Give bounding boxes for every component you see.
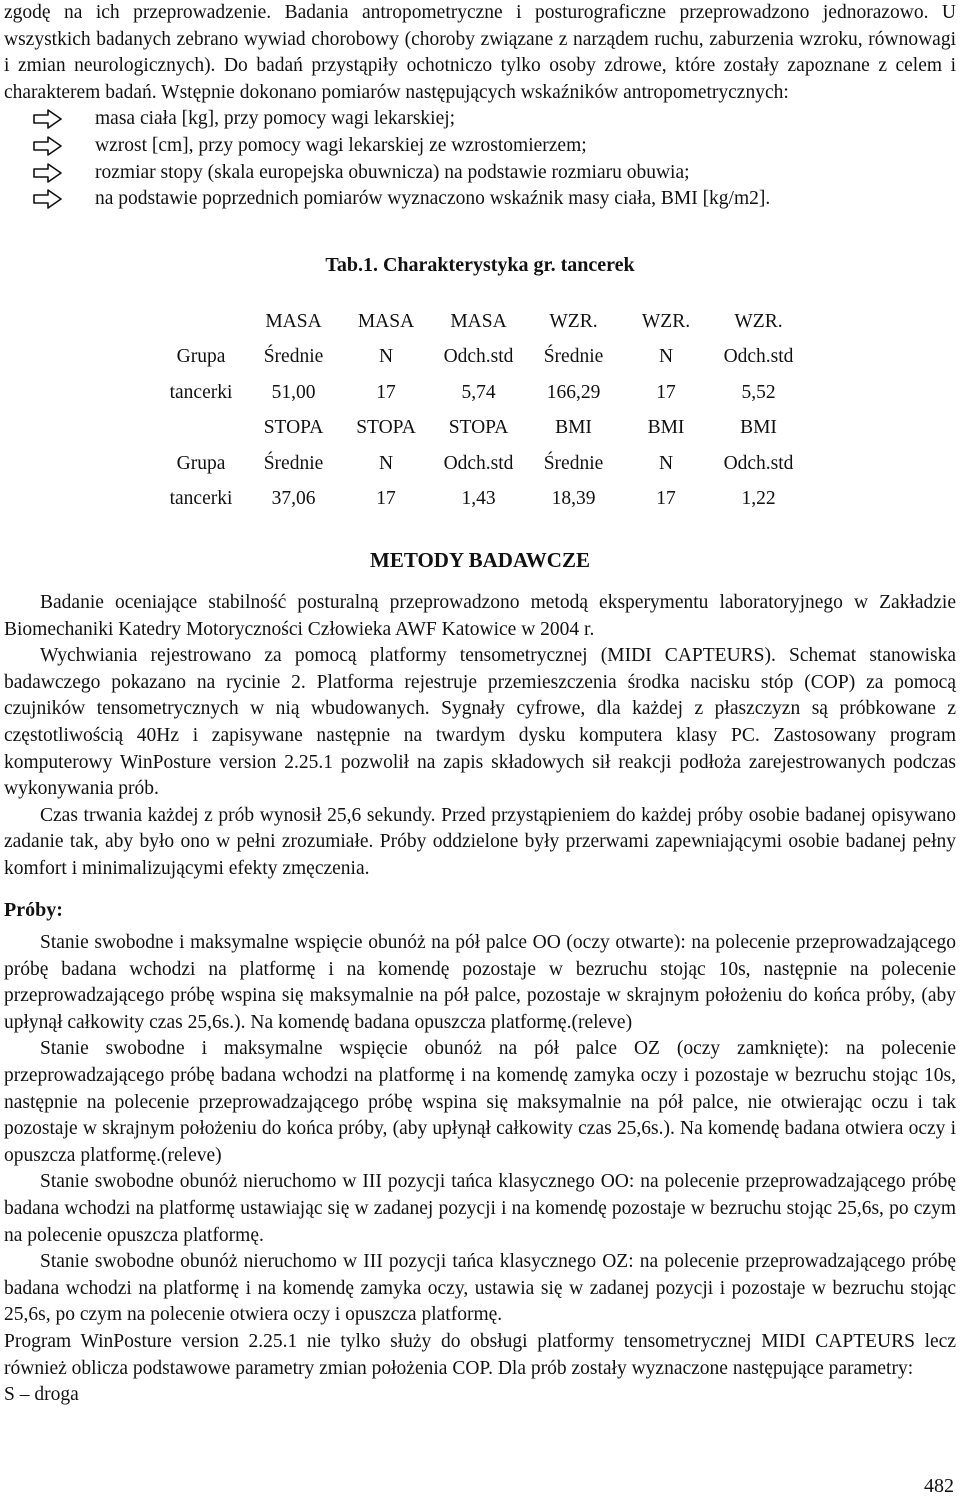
tests-section <box>4 930 956 1409</box>
table-cell: BMI <box>740 417 777 439</box>
table-cell <box>156 304 246 340</box>
table-cell: Odch.std <box>723 452 794 474</box>
list-item-text: rozmiar stopy (skala europejska obuwnicza) na podstawie rozmiaru obuwia; <box>95 161 690 183</box>
hollow-arrow-icon <box>32 186 64 212</box>
table-cell: 17 <box>376 488 396 510</box>
paragraph: Czas trwania każdej z prób wynosił 25,6 sekundy. Przed przystąpieniem do każdej próby osobie badanej opisywano zadanie tak, aby było ono w pełni zrozumiałe. Próby oddzielone były przerwami zapewniającymi osobie badanej pełny komfort i minimalizującymi efekty zmęczenia. <box>4 804 956 879</box>
table-row <box>156 375 806 411</box>
tests-heading: Próby: <box>4 899 63 921</box>
table-cell: 5,74 <box>461 381 496 403</box>
table-cell: BMI <box>555 417 592 439</box>
paragraph: Stanie swobodne obunóż nieruchomo w III pozycji tańca klasycznego OZ: na polecenie przeprowadzającego próbę badana wchodzi na platformę i na komendę zamyka oczy, ustawia się w zadanej pozycji i pozostaje w bezruchu stojąc 25,6s, po czym na polecenie otwiera oczy i opuszcza platformę. <box>4 1251 956 1326</box>
table-cell: BMI <box>647 417 685 439</box>
table-cell: N <box>658 346 674 368</box>
list-item-text: na podstawie poprzednich pomiarów wyznaczono wskaźnik masy ciała, BMI [kg/m2]. <box>95 188 771 210</box>
list-item <box>4 106 956 133</box>
table-row <box>156 340 806 376</box>
paragraph: Wychwiania rejestrowano za pomocą platformy tensometrycznej (MIDI CAPTEURS). Schemat stanowiska badawczego pokazano na rycinie 2. Platforma rejestruje przemieszczenia środka nacisku stóp (COP) za pomocą czujników tensometrycznych w nią wbudowanych. Sygnały cyfrowe, dla każdej z płaszczyzn są próbkowane z częstotliwością 40Hz i zapisywane następnie na twardym dysku komputera klasy PC. Zastosowany program komputerowy WinPosture version 2.25.1 pozwolił na zapis składowych sił reakcji podłoża zarejestrowanych podczas wykonywania prób. <box>4 645 956 800</box>
table-cell: 17 <box>376 381 396 403</box>
table-cell: MASA <box>450 310 507 332</box>
table-cell: 37,06 <box>271 488 316 510</box>
anthropometric-list <box>4 106 956 212</box>
table-cell: 166,29 <box>546 381 601 403</box>
intro-section <box>4 0 956 213</box>
table-row <box>156 482 806 518</box>
list-item <box>4 160 956 187</box>
table-cell: Średnie <box>543 346 604 368</box>
table-cell: Grupa <box>176 452 226 474</box>
table-cell: MASA <box>357 310 415 332</box>
page-number: 482 <box>924 1475 954 1497</box>
table-row <box>156 411 806 447</box>
table-cell: Średnie <box>543 452 604 474</box>
table-cell: WZR. <box>549 310 598 332</box>
table-cell: WZR. <box>641 310 691 332</box>
table-cell: Średnie <box>263 452 324 474</box>
table-cell: N <box>378 452 394 474</box>
list-item-text: wzrost [cm], przy pomocy wagi lekarskiej ze wzrostomierzem; <box>95 134 587 156</box>
table-cell: N <box>378 346 394 368</box>
list-item <box>4 133 956 160</box>
paragraph: Program WinPosture version 2.25.1 nie tylko służy do obsługi platformy tensometrycznej MIDI CAPTEURS lecz również oblicza podstawowe parametry zmian położenia COP. Dla prób zostały wyznaczone następujące parametry: <box>4 1330 956 1379</box>
list-item-text: masa ciała [kg], przy pomocy wagi lekarskiej; <box>95 108 456 130</box>
table-cell: WZR. <box>734 310 783 332</box>
table-cell: 18,39 <box>551 488 596 510</box>
paragraph: S – droga <box>4 1384 79 1406</box>
paragraph: Stanie swobodne i maksymalne wspięcie obunóż na pół palce OZ (oczy zamknięte): na polecenie przeprowadzającego próbę badana wchodzi na platformę i na komendę zamyka oczy i pozostaje w bezruchu stojąc 10s, następnie na polecenie przeprowadzającego próbę wspina się maksymalnie na pół palce, nie otwierając oczu i tak pozostaje w skrajnym położeniu do końca próby, (aby upłynął całkowity czas 25,6s.). Na komendę badana otwiera oczy i opuszcza platformę.(releve) <box>4 1038 956 1166</box>
table-cell: 17 <box>656 488 676 510</box>
table-cell: Odch.std <box>443 452 514 474</box>
table-cell: Średnie <box>263 346 324 368</box>
table-cell: 1,43 <box>461 488 496 510</box>
table-cell: 17 <box>656 381 676 403</box>
table-cell: 5,52 <box>741 381 776 403</box>
intro-paragraph: zgodę na ich przeprowadzenie. Badania antropometryczne i posturograficzne przeprowadzono jednorazowo. U wszystkich badanych zebrano wywiad chorobowy (choroby związane z narządem ruchu, zaburzenia wzroku, równowagi i zmian neurologicznych). Do badań przystąpiły ochotniczo tylko osoby zdrowe, które zostały zapoznane z celem i charakterem badań. Wstępnie dokonano pomiarów następujących wskaźników antropometrycznych: <box>4 2 956 103</box>
table-cell: Odch.std <box>443 346 514 368</box>
section-heading-methods: METODY BADAWCZE <box>370 548 590 572</box>
table-cell: STOPA <box>263 417 324 439</box>
table-cell: 1,22 <box>741 488 776 510</box>
table-cell: Grupa <box>176 346 226 368</box>
table-title: Tab.1. Charakterystyka gr. tancerek <box>325 254 635 276</box>
table-cell: STOPA <box>448 417 509 439</box>
table-row <box>156 304 806 340</box>
table-cell: 51,00 <box>271 381 316 403</box>
list-item <box>4 186 956 213</box>
table-cell: tancerki <box>169 488 233 510</box>
characteristics-table <box>156 304 806 517</box>
hollow-arrow-icon <box>32 106 64 132</box>
table-cell <box>156 411 246 447</box>
table-row <box>156 446 806 482</box>
table-cell: N <box>658 452 674 474</box>
methods-section <box>4 590 956 883</box>
paragraph: Stanie swobodne obunóż nieruchomo w III pozycji tańca klasycznego OO: na polecenie przeprowadzającego próbę badana wchodzi na platformę ustawiając się w zadanej pozycji i na komendę pozostaje w bezruchu stojąc 25,6s, po czym na polecenie opuszcza platformę. <box>4 1171 956 1246</box>
hollow-arrow-icon <box>32 133 64 159</box>
table-cell: Odch.std <box>723 346 794 368</box>
table-cell: STOPA <box>356 417 416 439</box>
paragraph: Stanie swobodne i maksymalne wspięcie obunóż na pół palce OO (oczy otwarte): na polecenie przeprowadzającego próbę badana wchodzi na platformę i na komendę pozostaje w bezruchu stojąc 10s, następnie na polecenie przeprowadzającego próbę wspina się maksymalnie na pół palce, pozostaje w skrajnym położeniu do końca próby, (aby upłynął całkowity czas 25,6s.). Na komendę badana opuszcza platformę.(releve) <box>4 932 956 1033</box>
hollow-arrow-icon <box>32 160 64 186</box>
table-cell: tancerki <box>169 381 233 403</box>
paragraph: Badanie oceniające stabilność posturalną przeprowadzono metodą eksperymentu laboratoryjnego w Zakładzie Biomechaniki Katedry Motoryczności Człowieka AWF Katowice w 2004 r. <box>4 592 956 640</box>
table-cell: MASA <box>265 310 322 332</box>
